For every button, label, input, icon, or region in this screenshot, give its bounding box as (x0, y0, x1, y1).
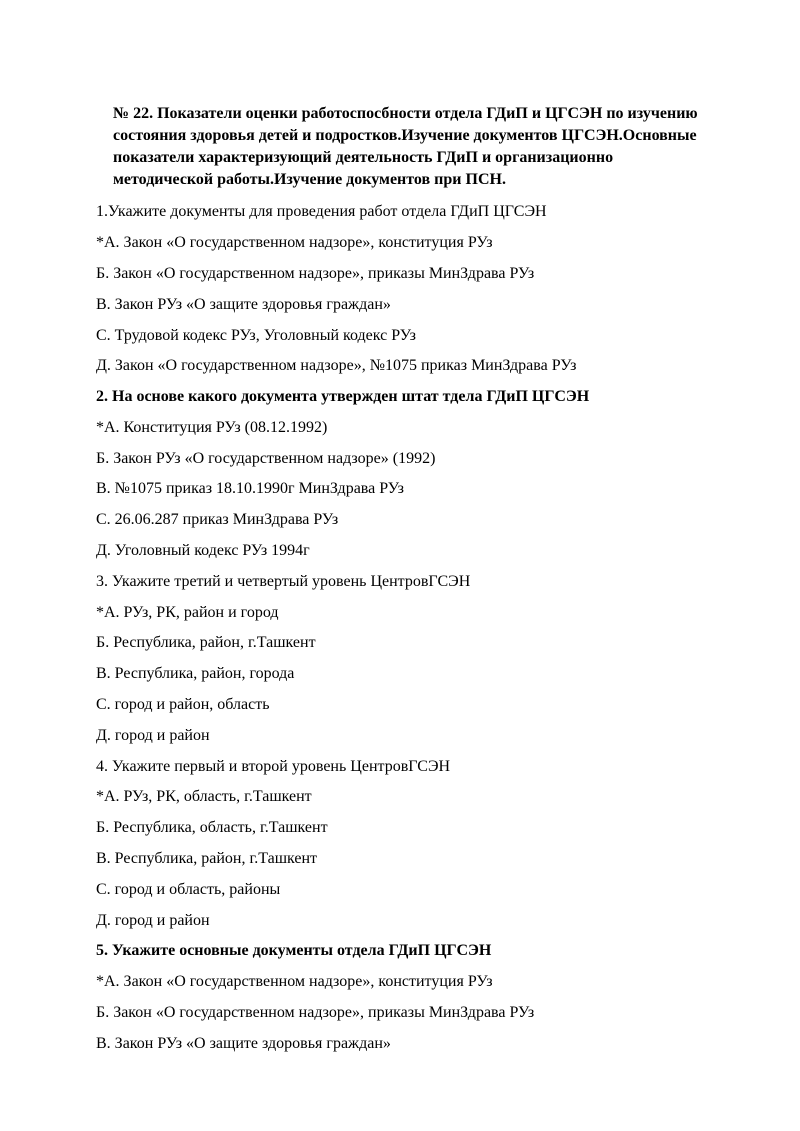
answer-2-d: Д. Уголовный кодекс РУз 1994г (96, 542, 310, 560)
answer-5-a: *А. Закон «О государственном надзоре», конституция РУз (96, 973, 493, 991)
answer-2-b: Б. Закон РУз «О государственном надзоре» (1992) (96, 449, 436, 467)
answer-3-b: Б. Республика, район, г.Ташкент (96, 634, 316, 652)
answer-3-d: Д. город и район (96, 726, 210, 744)
answer-2-v: В. №1075 приказ 18.10.1990г МинЗдрава РУз (96, 480, 404, 498)
answer-2-s: С. 26.06.287 приказ МинЗдрава РУз (96, 511, 339, 529)
answer-5-v: В. Закон РУз «О защите здоровья граждан» (96, 1034, 391, 1052)
answer-4-v: В. Республика, район, г.Ташкент (96, 850, 318, 868)
question-3: 3. Укажите третий и четвертый уровень ЦентровГСЭН (96, 572, 471, 590)
answer-3-a: *А. РУз, РК, район и город (96, 603, 279, 621)
document-heading: № 22. Показатели оценки работоспосбности отдела ГДиП и ЦГСЭН по изучению состояния здоровья детей и подростков.Изучение документов ЦГСЭН.Основные показатели характеризующий деятельность ГДиП и организационно методической работы.Изучение документов при ПСН. (113, 105, 698, 189)
question-2: 2. На основе какого документа утвержден штат тдела ГДиП ЦГСЭН (96, 388, 590, 406)
answer-1-a: *А. Закон «О государственном надзоре», конституция РУз (96, 234, 493, 252)
answer-1-b: Б. Закон «О государственном надзоре», приказы МинЗдрава РУз (96, 264, 535, 282)
answer-3-v: В. Республика, район, города (96, 665, 295, 683)
question-1: 1.Укажите документы для проведения работ отдела ГДиП ЦГСЭН (96, 203, 547, 221)
answer-3-s: С. город и район, область (96, 696, 270, 714)
answer-1-v: В. Закон РУз «О защите здоровья граждан» (96, 295, 391, 313)
answer-4-b: Б. Республика, область, г.Ташкент (96, 819, 328, 837)
answer-4-a: *А. РУз, РК, область, г.Ташкент (96, 788, 312, 806)
answer-1-d: Д. Закон «О государственном надзоре», №1075 приказ МинЗдрава РУз (96, 357, 577, 375)
answer-2-a: *А. Конституция РУз (08.12.1992) (96, 418, 328, 436)
answer-5-b: Б. Закон «О государственном надзоре», приказы МинЗдрава РУз (96, 1004, 535, 1022)
answer-4-s: С. город и область, районы (96, 880, 281, 898)
question-4: 4. Укажите первый и второй уровень ЦентровГСЭН (96, 757, 451, 775)
answer-4-d: Д. город и район (96, 911, 210, 929)
answer-1-s: С. Трудовой кодекс РУз, Уголовный кодекс РУз (96, 326, 416, 344)
question-5: 5. Укажите основные документы отдела ГДиП ЦГСЭН (96, 942, 492, 960)
